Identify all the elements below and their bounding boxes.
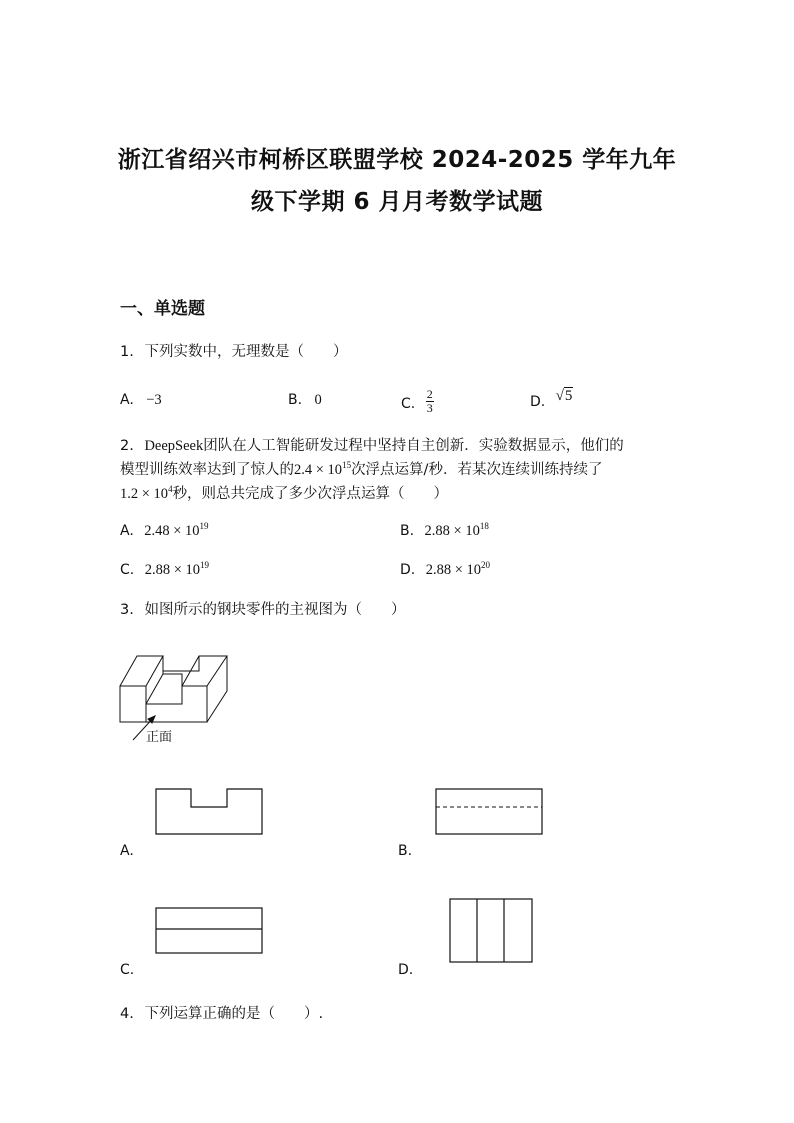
fraction: $\frac{2}{3}$ [426, 387, 433, 415]
question-3: 3. 如图所示的钢块零件的主视图为（ ） [120, 602, 406, 618]
question-2: 2. DeepSeek团队在人工智能研发过程中坚持自主创新．实验数据显示，他们的 模型训练效率达到了惊人的$2.4 \times 10^{15}$次浮点运算/秒．若某次连续训练持续了 $1.2 \times 10^4$秒，则总共完成了多少次浮点运算（ ） [120, 438, 624, 502]
q3-option-a-label: A. [120, 843, 134, 859]
q1-option-d: D. √5 [530, 388, 573, 410]
figure-label: 正面 [146, 729, 173, 744]
question-4: 4. 下列运算正确的是（ ）. [120, 1006, 324, 1022]
q2-option-d: D. $2.88 \times 10^{20}$ [400, 560, 490, 578]
square-root: √5 [555, 388, 573, 404]
page-title-line-2: 级下学期 6 月月考数学试题 [250, 189, 544, 215]
q3-option-d-figure [449, 898, 534, 964]
page-title-line-1: 浙江省绍兴市柯桥区联盟学校 2024-2025 学年九年 [117, 147, 677, 173]
q3-option-d-label: D. [398, 962, 414, 978]
steel-block-figure [115, 636, 245, 748]
q2-option-b: B. $2.88 \times 10^{18}$ [400, 521, 489, 539]
q3-option-c-label: C. [120, 962, 135, 978]
section-heading: 一、单选题 [120, 299, 205, 319]
q3-option-b-label: B. [398, 843, 413, 859]
q1-option-c: C. $\frac{2}{3}$ [401, 387, 433, 415]
q1-option-a: A. −3 [120, 392, 162, 408]
question-number: 1. [120, 344, 134, 360]
q2-option-a: A. $2.48 \times 10^{19}$ [120, 521, 209, 539]
q3-option-a-figure [155, 788, 263, 835]
question-text: 下列实数中，无理数是（ ） [144, 344, 348, 360]
question-1 [120, 340, 347, 364]
q3-option-c-figure [155, 907, 263, 954]
q3-option-b-figure [435, 788, 543, 835]
front-left-prong [120, 686, 146, 722]
q2-option-c: C. $2.88 \times 10^{19}$ [120, 560, 209, 578]
q1-option-b: B. 0 [288, 392, 322, 408]
